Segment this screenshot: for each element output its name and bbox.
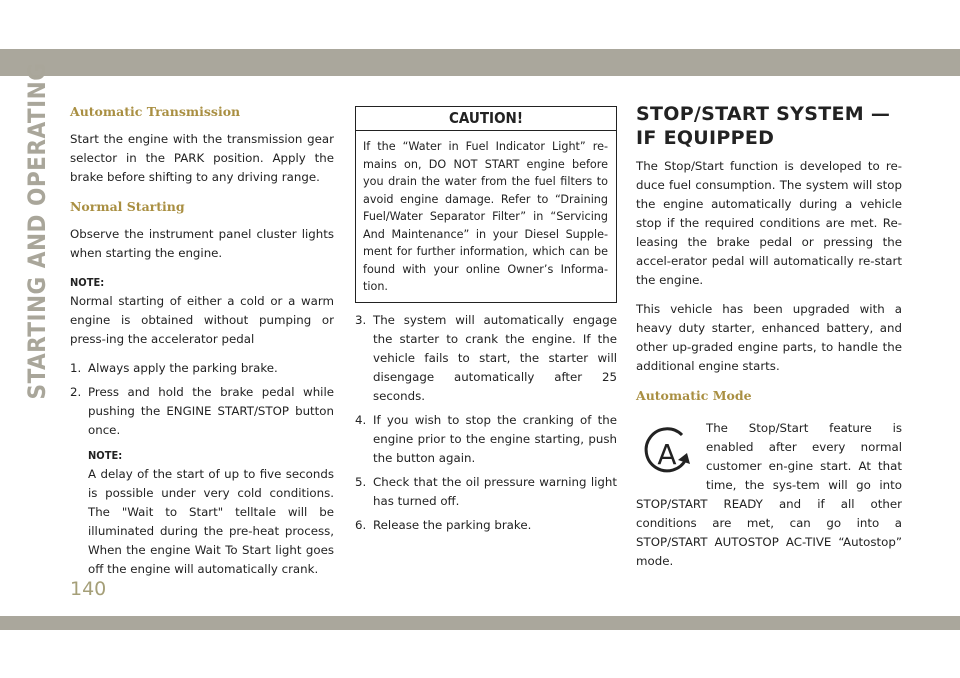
step-number: 6. xyxy=(355,517,367,532)
steps-list xyxy=(70,359,334,440)
note-title: NOTE: xyxy=(88,449,123,462)
auto-trans-text: Start the engine with the transmission gear selector in the PARK position. Apply the brake before shifting to any driving range. xyxy=(70,132,334,184)
column-2 xyxy=(355,102,617,541)
auto-stop-start-icon xyxy=(636,419,700,491)
auto-mode-block xyxy=(636,419,902,571)
caution-text: If the “Water in Fuel Indicator Light” re-mains on, DO NOT START engine before you drain the water from the fuel filters to avoid engine damage. Refer to “Draining Fuel/Water Separator Filter” in “Servicing And Maintenance” in your Diesel Supple-ment for further information, which can be found with your online Owner’s Informa-tion. xyxy=(363,140,608,293)
normal-starting-text: Observe the instrument panel cluster lights when starting the engine. xyxy=(70,227,334,260)
note-block xyxy=(88,446,334,579)
svg-text:A: A xyxy=(657,438,677,471)
step-text: Always apply the parking brake. xyxy=(88,361,278,375)
step-text: The system will automatically engage the starter to crank the engine. If the vehicle fails to start, the starter will disengage automatically after 25 seconds. xyxy=(373,312,617,403)
auto-trans-heading: Automatic Transmission xyxy=(70,104,241,119)
column-1 xyxy=(70,102,334,589)
list-item xyxy=(355,473,617,511)
note-text: A delay of the start of up to five seconds is possible under very cold conditions. The "Wait to Start" telltale will be illuminated during the pre-heat process, When the engine Wait To Start light goes off the engine will automatically crank. xyxy=(88,467,334,576)
page-number: 140 xyxy=(70,578,107,600)
section-side-label xyxy=(20,62,54,400)
caution-box xyxy=(355,106,617,303)
step-text: Release the parking brake. xyxy=(373,517,532,532)
step-number: 2. xyxy=(70,385,82,399)
step-text: Check that the oil pressure warning light has turned off. xyxy=(373,474,617,508)
steps-list xyxy=(355,311,617,535)
list-item xyxy=(70,359,334,378)
note-text: Normal starting of either a cold or a warm engine is obtained without pumping or press-ing the accelerator pedal xyxy=(70,294,334,346)
normal-starting-heading: Normal Starting xyxy=(70,199,185,214)
stop-start-para-2: This vehicle has been upgraded with a heavy duty starter, enhanced battery, and other up-graded engine parts, to handle the additional engine starts. xyxy=(636,302,902,373)
section-side-label-text: STARTING AND OPERATING xyxy=(23,62,51,400)
list-item xyxy=(355,411,617,468)
step-text: If you wish to stop the cranking of the engine prior to the engine starting, push the button again. xyxy=(373,412,617,465)
footer-band xyxy=(0,616,960,630)
stop-start-para-1: The Stop/Start function is developed to re-duce fuel consumption. The system will stop the engine automatically during a vehicle stop if the required conditions are met. Re-leasing the brake pedal or pressing the accel-erator pedal will automatically re-start the engine. xyxy=(636,159,902,287)
step-number: 3. xyxy=(355,312,367,327)
column-3 xyxy=(636,102,902,581)
header-band xyxy=(0,49,960,76)
automatic-mode-text: The Stop/Start feature is enabled after every normal customer en-gine start. At that time, the sys-tem will go into STOP/START READY and if all other conditions are met, can go into a STOP/START AUTOSTOP AC-TIVE “Autostop” mode. xyxy=(636,421,902,568)
stop-start-heading: STOP/START SYSTEM — IF EQUIPPED xyxy=(636,103,891,149)
step-number: 1. xyxy=(70,361,82,375)
step-number: 4. xyxy=(355,412,367,427)
caution-title: CAUTION! xyxy=(356,107,616,131)
automatic-mode-heading: Automatic Mode xyxy=(636,388,752,403)
step-text: Press and hold the brake pedal while pushing the ENGINE START/STOP button once. xyxy=(88,385,334,437)
header-bar xyxy=(0,0,960,80)
note-title: NOTE: xyxy=(70,276,105,289)
list-item xyxy=(355,311,617,406)
list-item xyxy=(70,383,334,440)
step-number: 5. xyxy=(355,474,367,489)
list-item xyxy=(355,516,617,535)
